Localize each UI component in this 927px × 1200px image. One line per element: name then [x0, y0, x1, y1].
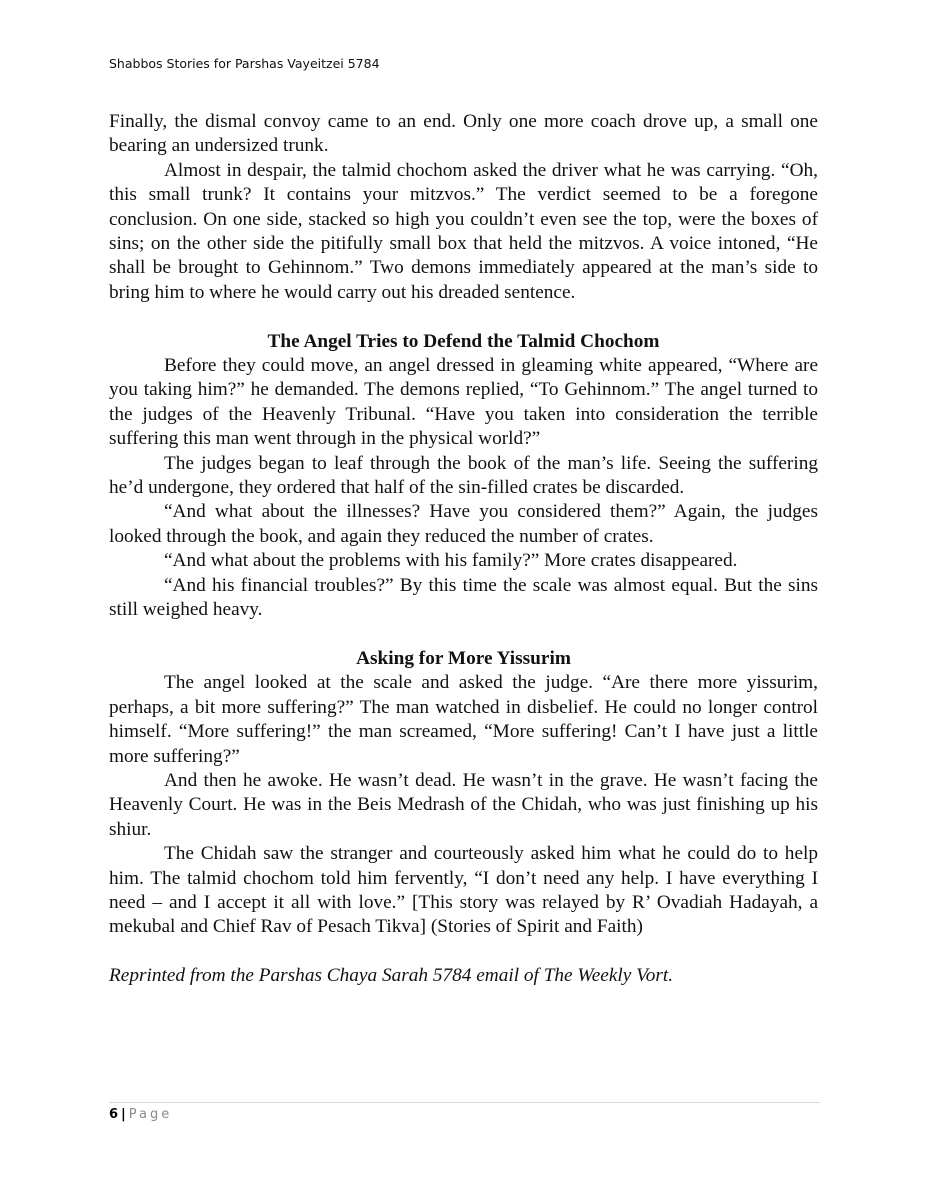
section-heading: Asking for More Yissurim: [356, 647, 571, 669]
paragraph: The judges began to leaf through the book of the man’s life. Seeing the suffering he’d undergone, they ordered that half of the sin-filled crates be discarded.: [109, 452, 818, 499]
paragraph: And then he awoke. He wasn’t dead. He wasn’t in the grave. He wasn’t facing the Heavenly Court. He was in the Beis Medrash of the Chidah, who was just finishing up his shiur.: [109, 769, 818, 840]
paragraph: Before they could move, an angel dressed in gleaming white appeared, “Where are you taking him?” he demanded. The demons replied, “To Gehinnom.” The angel turned to the judges of the Heavenly Tribunal. “Have you taken into consideration the terrible suffering this man went through in the physical world?”: [109, 355, 818, 450]
footer-separator: |: [121, 1107, 126, 1122]
paragraph: The angel looked at the scale and asked the judge. “Are there more yissurim, perhaps, a bit more suffering?” The man watched in disbelief. He could no longer control himself. “More suffering!” the man screamed, “More suffering! Can’t I have just a little more suffering?”: [109, 672, 818, 767]
reprint-note: Reprinted from the Parshas Chaya Sarah 5784 email of The Weekly Vort.: [109, 965, 674, 987]
paragraph: “And what about the problems with his family?” More crates disappeared.: [164, 550, 738, 572]
paragraph: The Chidah saw the stranger and courteously asked him what he could do to help him. The talmid chochom told him fervently, “I don’t need any help. I have everything I need – and I accept it all with love.” [This story was relayed by R’ Ovadiah Hadayah, a mekubal and Chief Rav of Pesach Tikva] (Stories of Spirit and Faith): [109, 843, 818, 938]
paragraph: Finally, the dismal convoy came to an end. Only one more coach drove up, a small one bearing an undersized trunk.: [109, 111, 818, 157]
footer-divider: [109, 1102, 820, 1103]
page-number: 6: [109, 1107, 119, 1122]
document-body: [109, 110, 818, 989]
paragraph: “And what about the illnesses? Have you considered them?” Again, the judges looked through the book, and again they reduced the number of crates.: [109, 501, 818, 547]
paragraph: Almost in despair, the talmid chochom asked the driver what he was carrying. “Oh, this small trunk? It contains your mitzvos.” The verdict seemed to be a foregone conclusion. On one side, stacked so high you couldn’t even see the top, were the boxes of sins; on the other side the pitifully small box that held the mitzvos. A voice intoned, “He shall be brought to Gehinnom.” Two demons immediately appeared at the man’s side to bring him to where he would carry out his dreaded sentence.: [109, 159, 818, 303]
section-heading: The Angel Tries to Defend the Talmid Chochom: [267, 330, 660, 352]
running-header: Shabbos Stories for Parshas Vayeitzei 5784: [109, 56, 380, 71]
paragraph: “And his financial troubles?” By this time the scale was almost equal. But the sins still weighed heavy.: [109, 574, 818, 621]
page-footer: [109, 1107, 172, 1122]
page-label: Page: [128, 1107, 173, 1122]
